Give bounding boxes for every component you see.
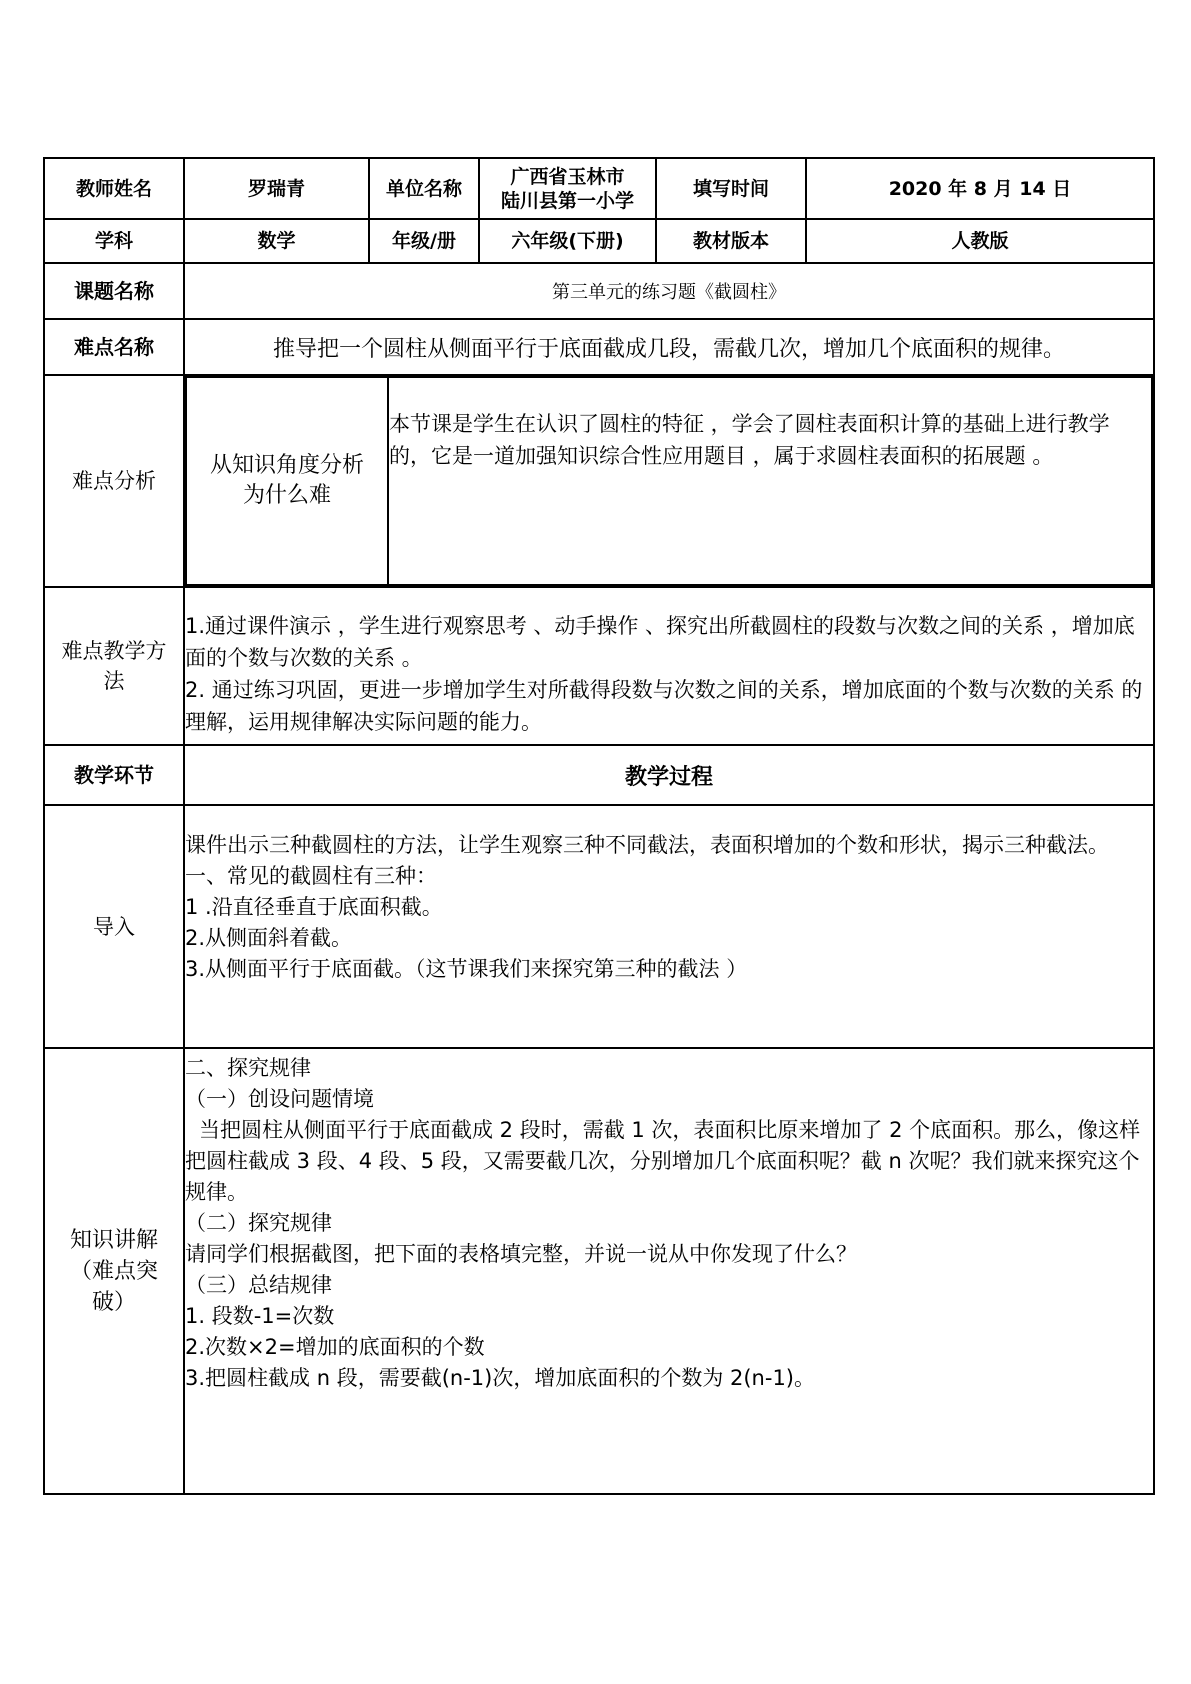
date-value: 2020 年 8 月 14 日 xyxy=(806,158,1154,219)
knowledge-line-6: （三）总结规律 xyxy=(185,1273,332,1297)
process-header-value: 教学过程 xyxy=(184,745,1154,805)
analysis-inner-table xyxy=(185,376,1153,586)
edition-value: 人教版 xyxy=(806,219,1154,263)
intro-line-3: 1 .沿直径垂直于底面积截。 xyxy=(185,895,443,919)
knowledge-label-line1: 知识讲解 xyxy=(69,1227,158,1253)
method-paragraph-2: 2. 通过练习巩固，更进一步增加学生对所截得段数与次数之间的关系，增加底面的个数与次数的关系 的理解，运用规律解决实际问题的能力。 xyxy=(185,678,1143,734)
intro-label: 导入 xyxy=(44,805,184,1048)
method-content xyxy=(184,587,1154,745)
process-header-row xyxy=(44,745,1154,805)
analysis-label: 难点分析 xyxy=(44,375,184,587)
lesson-form-table xyxy=(43,157,1155,1495)
unit-value xyxy=(479,158,656,219)
teacher-label: 教师姓名 xyxy=(44,158,184,219)
grade-value: 六年级(下册) xyxy=(479,219,656,263)
knowledge-line-4: （二）探究规律 xyxy=(185,1211,332,1235)
unit-label: 单位名称 xyxy=(369,158,479,219)
intro-row xyxy=(44,805,1154,1048)
intro-line-5: 3.从侧面平行于底面截。（这节课我们来探究第三种的截法 ） xyxy=(185,957,748,981)
teacher-value: 罗瑞青 xyxy=(184,158,369,219)
method-label xyxy=(44,587,184,745)
difficulty-row xyxy=(44,319,1154,375)
header-row-2 xyxy=(44,219,1154,263)
grade-label: 年级/册 xyxy=(369,219,479,263)
subject-label: 学科 xyxy=(44,219,184,263)
topic-value: 第三单元的练习题《截圆柱》 xyxy=(184,263,1154,319)
knowledge-line-8: 2.次数×2=增加的底面积的个数 xyxy=(185,1335,485,1359)
method-label-line1: 难点教学方 xyxy=(61,639,167,663)
knowledge-line-7: 1. 段数-1=次数 xyxy=(185,1304,335,1328)
knowledge-line-5: 请同学们根据截图，把下面的表格填完整，并说一说从中你发现了什么？ xyxy=(185,1242,857,1266)
edition-label: 教材版本 xyxy=(656,219,806,263)
difficulty-value: 推导把一个圆柱从侧面平行于底面截成几段，需截几次，增加几个底面积的规律。 xyxy=(184,319,1154,375)
intro-line-4: 2.从侧面斜着截。 xyxy=(185,926,353,950)
header-row-1 xyxy=(44,158,1154,219)
analysis-sublabel xyxy=(186,377,388,585)
knowledge-label-line3: 破） xyxy=(91,1289,136,1315)
topic-row xyxy=(44,263,1154,319)
intro-content xyxy=(184,805,1154,1048)
difficulty-label: 难点名称 xyxy=(44,319,184,375)
date-label: 填写时间 xyxy=(656,158,806,219)
unit-value-line1: 广西省玉林市 xyxy=(510,165,625,188)
analysis-sublabel-line1: 从知识角度分析 xyxy=(209,453,364,478)
subject-value: 数学 xyxy=(184,219,369,263)
knowledge-row xyxy=(44,1048,1154,1494)
method-paragraph-1: 1.通过课件演示 ，学生进行观察思考 、动手操作 、探究出所截圆柱的段数与次数之间的关系 ，增加底面的个数与次数的关系 。 xyxy=(185,614,1135,670)
knowledge-line-9: 3.把圆柱截成 n 段，需要截(n-1)次，增加底面积的个数为 2(n-1)。 xyxy=(185,1366,815,1390)
topic-label: 课题名称 xyxy=(44,263,184,319)
knowledge-line-1: 二、探究规律 xyxy=(185,1056,311,1080)
knowledge-content xyxy=(184,1048,1154,1494)
method-row xyxy=(44,587,1154,745)
process-stage-label: 教学环节 xyxy=(44,745,184,805)
intro-line-2: 一、常见的截圆柱有三种： xyxy=(185,864,437,888)
analysis-row xyxy=(44,375,1154,587)
method-label-line2: 法 xyxy=(103,669,125,693)
analysis-content xyxy=(184,375,1154,587)
knowledge-label xyxy=(44,1048,184,1494)
analysis-text: 本节课是学生在认识了圆柱的特征 ，学会了圆柱表面积计算的基础上进行教学的，它是一道加强知识综合性应用题目 ，属于求圆柱表面积的拓展题 。 xyxy=(388,377,1152,585)
unit-value-line2: 陆川县第一小学 xyxy=(500,189,634,212)
knowledge-label-line2: （难点突 xyxy=(69,1258,158,1284)
knowledge-line-3: 当把圆柱从侧面平行于底面截成 2 段时，需截 1 次，表面积比原来增加了 2 个底面积。那么，像这样把圆柱截成 3 段、4 段、5 段，又需要截几次，分别增加几个底面积呢？截 n 次呢？我们就来探究这个规律。 xyxy=(185,1118,1141,1204)
analysis-sublabel-line2: 为什么难 xyxy=(242,483,331,508)
knowledge-line-2: （一）创设问题情境 xyxy=(185,1087,374,1111)
intro-line-1: 课件出示三种截圆柱的方法，让学生观察三种不同截法，表面积增加的个数和形状，揭示三种截法。 xyxy=(185,833,1109,857)
